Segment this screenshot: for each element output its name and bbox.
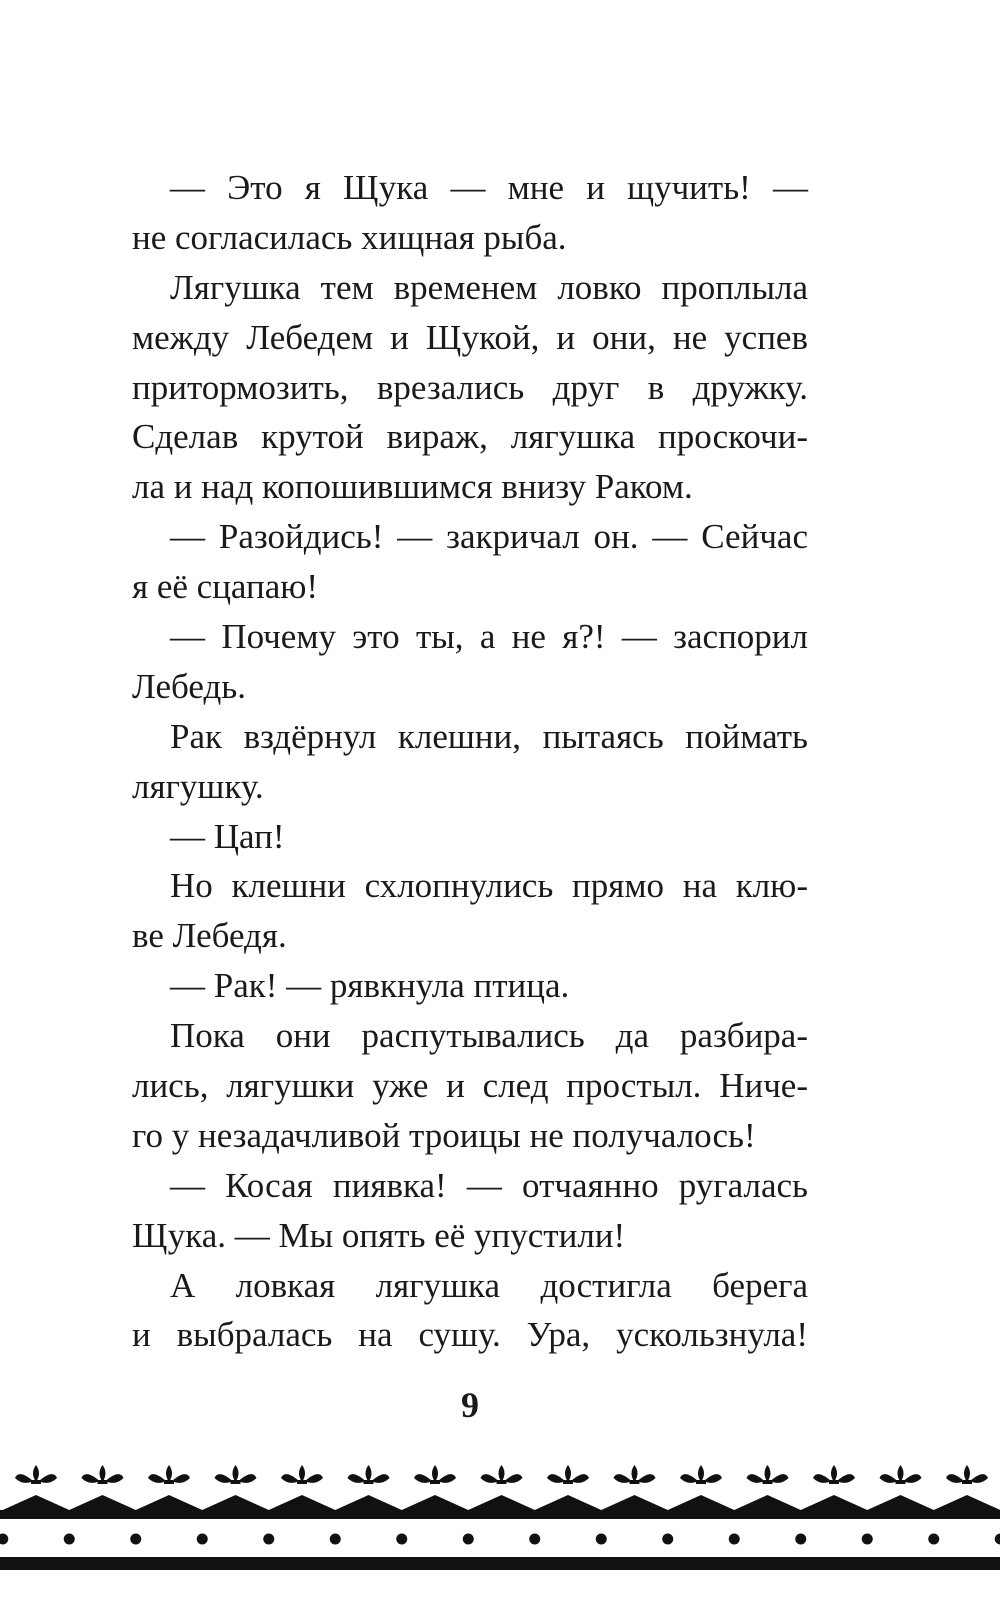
text-line: — Почему это ты, а не я?! — заспорил — [170, 617, 808, 657]
text-line: — Косая пиявка! — отчаянно ругалась — [170, 1165, 808, 1205]
page-number: 9 — [461, 1385, 479, 1425]
zigzag-band — [0, 1495, 1000, 1519]
text-line: го у незадачливой троицы не получалось! — [132, 1115, 756, 1155]
leaf-ornament-icon — [680, 1465, 722, 1484]
leaf-ornament-icon — [880, 1465, 922, 1484]
text-line: лись, лягушки уже и след простыл. Ниче- — [132, 1066, 808, 1106]
text-line: Рак вздёрнул клешни, пытаясь поймать — [170, 716, 808, 756]
ornament-border — [0, 1440, 1000, 1616]
leaf-ornament-icon — [15, 1465, 57, 1484]
text-line: ве Лебедя. — [132, 916, 287, 956]
leaf-ornament-icon — [481, 1465, 523, 1484]
text-line: А ловкая лягушка достигла берега — [170, 1265, 808, 1305]
text-line: не согласилась хищная рыба. — [132, 217, 567, 257]
text-line: между Лебедем и Щукой, и они, не успев — [132, 317, 808, 357]
text-line: лягушку. — [132, 766, 264, 806]
dot-ornament — [795, 1534, 806, 1545]
text-line: притормозить, врезались друг в дружку. — [132, 367, 808, 407]
dot-ornament — [197, 1534, 208, 1545]
leaf-ornament-icon — [813, 1465, 855, 1484]
leaf-ornament-icon — [946, 1465, 988, 1484]
text-line: Сделав крутой вираж, лягушка проскочи- — [132, 417, 808, 457]
text-line: Но клешни схлопнулись прямо на клю- — [170, 866, 808, 906]
leaf-ornament-icon — [547, 1465, 589, 1484]
text-line: Пока они распутывались да разбира- — [170, 1016, 808, 1056]
text-line: — Рак! — рявкнула птица. — [170, 966, 570, 1006]
dot-ornament — [928, 1534, 939, 1545]
dot-ornament — [862, 1534, 873, 1545]
leaf-ornament-icon — [148, 1465, 190, 1484]
leaf-ornament-icon — [614, 1465, 656, 1484]
leaf-ornament-icon — [82, 1465, 124, 1484]
dot-ornament — [662, 1534, 673, 1545]
dot-ornament — [0, 1534, 8, 1545]
text-line: я её сцапаю! — [132, 567, 319, 607]
bottom-band — [0, 1557, 1000, 1570]
dot-ornament — [330, 1534, 341, 1545]
dot-ornament — [263, 1534, 274, 1545]
leaf-ornament-icon — [348, 1465, 390, 1484]
dot-ornament — [130, 1534, 141, 1545]
dot-ornament — [995, 1534, 1000, 1545]
text-line: и выбралась на сушу. Ура, ускользнула! — [132, 1315, 808, 1355]
text-line: — Разойдись! — закричал он. — Сейчас — [170, 517, 808, 557]
leaf-ornament-icon — [414, 1465, 456, 1484]
leaf-ornament-icon — [215, 1465, 257, 1484]
page-body — [132, 163, 808, 1360]
text-line: Лягушка тем временем ловко проплыла — [170, 267, 808, 307]
text-line: Щука. — Мы опять её упустили! — [132, 1215, 626, 1255]
dot-ornament — [463, 1534, 474, 1545]
leaf-ornament-icon — [281, 1465, 323, 1484]
leaf-ornament-icon — [747, 1465, 789, 1484]
dot-ornament — [529, 1534, 540, 1545]
dot-ornament — [64, 1534, 75, 1545]
dot-ornament — [729, 1534, 740, 1545]
text-line: ла и над копошившимся внизу Раком. — [132, 467, 693, 507]
text-line: — Это я Щука — мне и щучить! — — [170, 168, 808, 207]
text-line: Лебедь. — [132, 666, 246, 706]
dot-ornament — [596, 1534, 607, 1545]
text-line: — Цап! — [170, 816, 285, 856]
dot-ornament — [396, 1534, 407, 1545]
